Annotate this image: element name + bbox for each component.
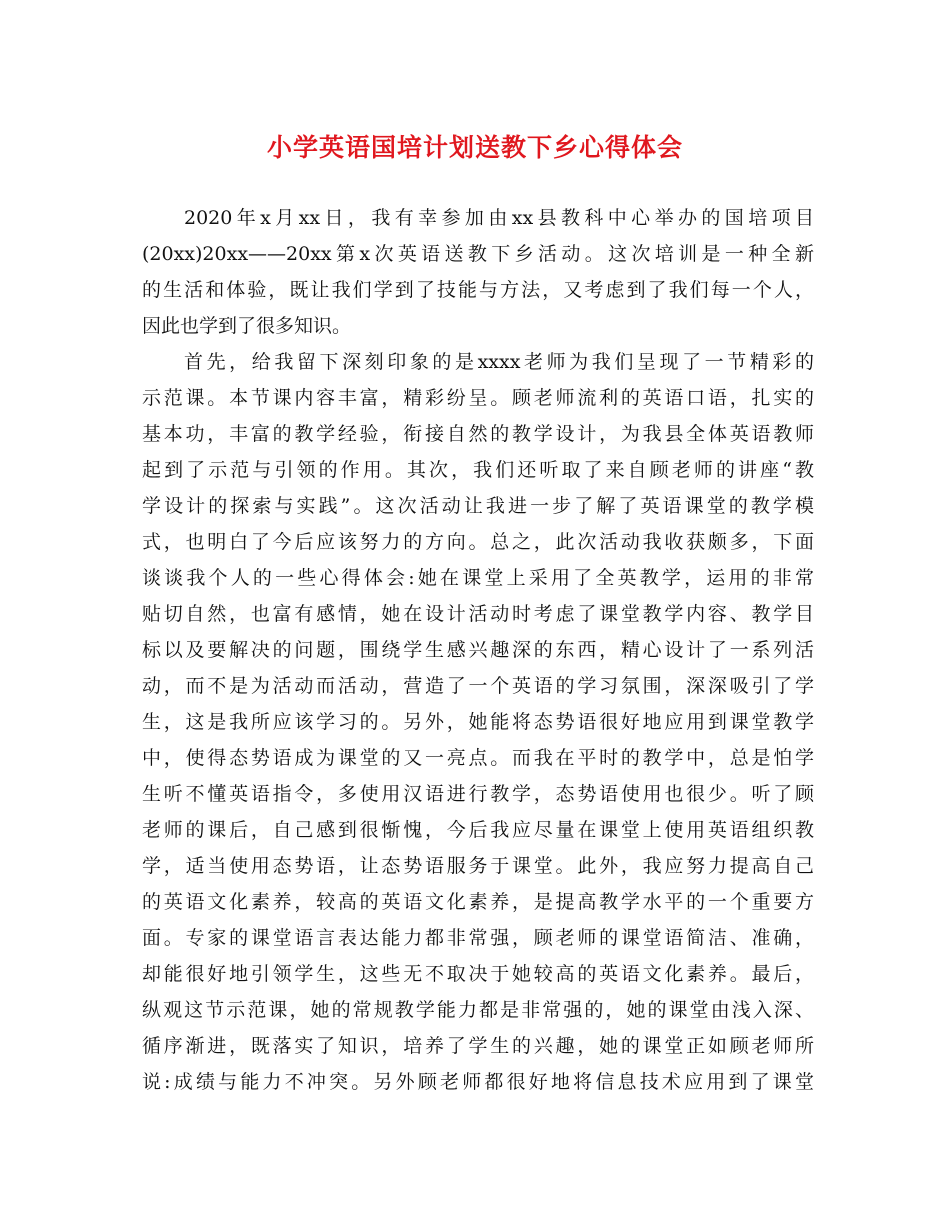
paragraph-first-line: 首先，给我留下深刻印象的是xxxx老师为我们呈现了一节精彩的 (184, 351, 814, 373)
paragraph-line: 中，使得态势语成为课堂的又一亮点。而我在平时的教学中，总是怕学 (142, 747, 814, 769)
paragraph-line: 动，而不是为活动而活动，营造了一个英语的学习氛围，深深吸引了学 (142, 675, 814, 697)
paragraph-line: (20xx)20xx——20xx第x次英语送教下乡活动。这次培训是一种全新 (142, 243, 814, 265)
paragraph-line: 面。专家的课堂语言表达能力都非常强，顾老师的课堂语简洁、准确， (142, 927, 814, 949)
paragraph-line: 生听不懂英语指令，多使用汉语进行教学，态势语使用也很少。听了顾 (142, 783, 814, 805)
paragraph-line: 示范课。本节课内容丰富，精彩纷呈。顾老师流利的英语口语，扎实的 (142, 387, 814, 409)
paragraph-line: 谈谈我个人的一些心得体会:她在课堂上采用了全英教学，运用的非常 (142, 567, 814, 589)
paragraph-line: 起到了示范与引领的作用。其次，我们还听取了来自顾老师的讲座“教 (142, 459, 814, 481)
paragraph-line: 却能很好地引领学生，这些无不取决于她较高的英语文化素养。最后， (142, 963, 814, 985)
paragraph-line: 标以及要解决的问题，围绕学生感兴趣深的东西，精心设计了一系列活 (142, 639, 814, 661)
paragraph-line: 基本功，丰富的教学经验，衔接自然的教学设计，为我县全体英语教师 (142, 423, 814, 445)
paragraph-line: 学设计的探索与实践”。这次活动让我进一步了解了英语课堂的教学模 (142, 495, 814, 517)
paragraph-line: 纵观这节示范课，她的常规教学能力都是非常强的，她的课堂由浅入深、 (142, 999, 814, 1021)
paragraph-first-line: 2020年x月xx日，我有幸参加由xx县教科中心举办的国培项目 (184, 207, 814, 229)
paragraph-line: 循序渐进，既落实了知识，培养了学生的兴趣，她的课堂正如顾老师所 (142, 1035, 814, 1057)
paragraph-line: 老师的课后，自己感到很惭愧，今后我应尽量在课堂上使用英语组织教 (142, 819, 814, 841)
paragraph-line: 因此也学到了很多知识。 (142, 315, 352, 337)
document-title: 小学英语国培计划送教下乡心得体会 (266, 133, 683, 162)
paragraph-line: 生，这是我所应该学习的。另外，她能将态势语很好地应用到课堂教学 (142, 711, 814, 733)
paragraph-line: 学，适当使用态势语，让态势语服务于课堂。此外，我应努力提高自己 (142, 855, 814, 877)
document-body (142, 200, 814, 1100)
paragraph-line: 式，也明白了今后应该努力的方向。总之，此次活动我收获颇多，下面 (142, 531, 814, 553)
paragraph-line: 说:成绩与能力不冲突。另外顾老师都很好地将信息技术应用到了课堂 (142, 1071, 814, 1093)
paragraph-line: 贴切自然，也富有感情，她在设计活动时考虑了课堂教学内容、教学目 (142, 603, 814, 625)
paragraph-line: 的英语文化素养，较高的英语文化素养，是提高教学水平的一个重要方 (142, 891, 814, 913)
paragraph-line: 的生活和体验，既让我们学到了技能与方法，又考虑到了我们每一个人， (142, 279, 814, 301)
